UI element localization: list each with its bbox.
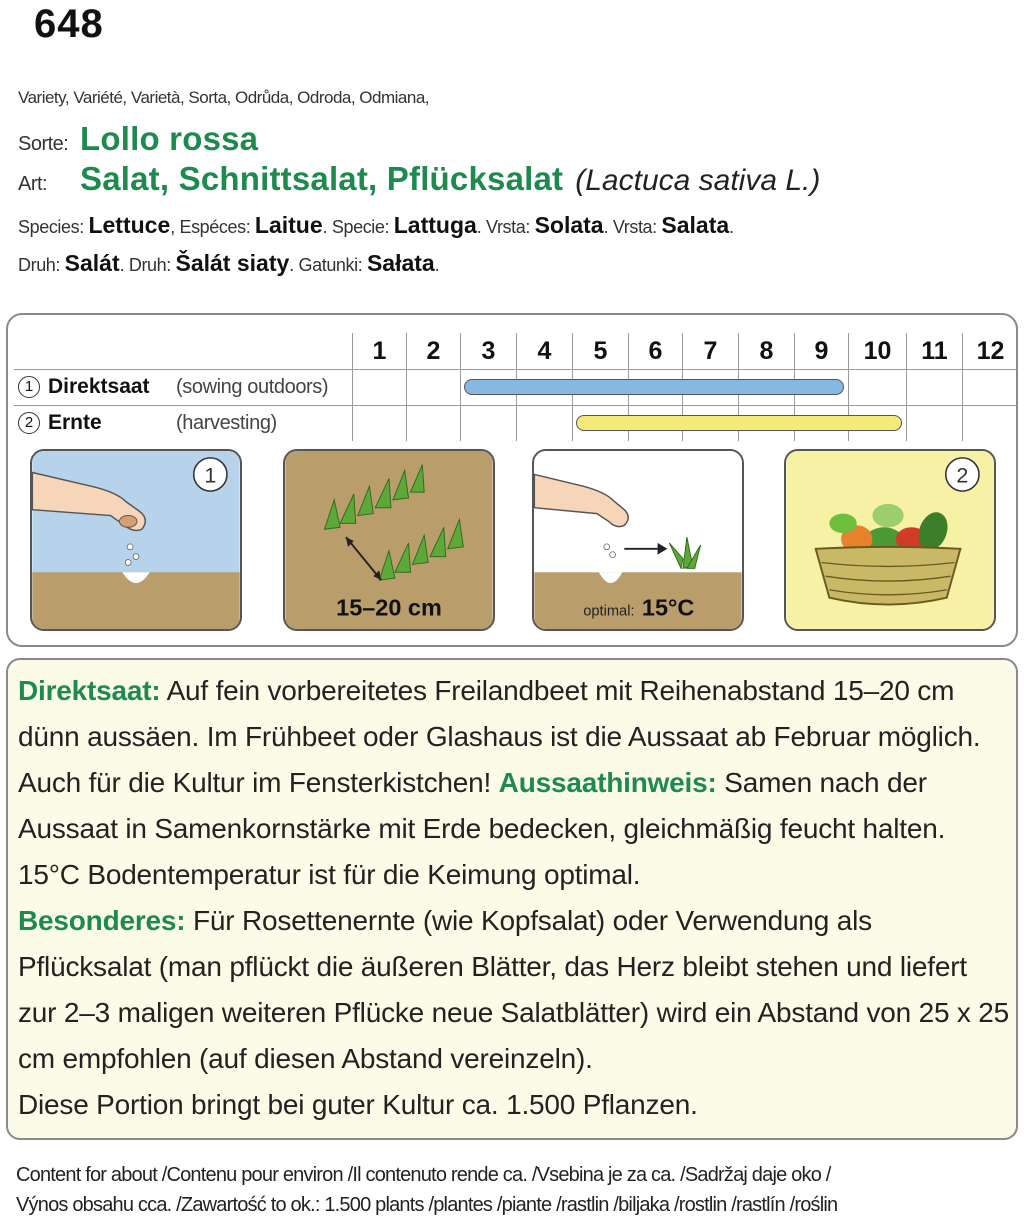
direktsaat-text: Auf fein vorbereitetes Freilandbeet mit Reihenabstand 15–20 cm dünn aussäen. Im Frühbeet oder Glashaus ist die Aussaat ab Februar möglich. Auch für die Kultur im Fensterkistchen! xyxy=(18,675,981,798)
sowing-calendar-panel xyxy=(6,313,1018,647)
month-cell-12: 12 xyxy=(962,333,1018,369)
latin-name: (Lactuca sativa L.) xyxy=(575,164,821,197)
portion-text: Diese Portion bringt bei guter Kultur ca. 1.500 Pflanzen. xyxy=(18,1089,698,1120)
species-value-sk: Šalát siaty xyxy=(175,250,290,276)
month-cell-11: 11 xyxy=(906,333,962,369)
calendar-grid xyxy=(14,325,1014,445)
month-cell-7: 7 xyxy=(682,333,738,369)
harvest-period-bar xyxy=(576,415,902,431)
besonderes-heading: Besonderes: xyxy=(18,905,186,936)
species-value-sl: Solata xyxy=(534,212,604,238)
species-label-it: Specie: xyxy=(331,217,390,237)
svg-text:1: 1 xyxy=(204,463,217,488)
grid-row-line xyxy=(14,369,1018,370)
month-cell-1: 1 xyxy=(352,333,406,369)
month-cell-4: 4 xyxy=(516,333,572,369)
seedling-rows-icon xyxy=(285,451,493,629)
germination-pictogram xyxy=(532,449,744,631)
sowing-hand-icon xyxy=(32,451,240,629)
variety-name: Lollo rossa xyxy=(80,120,259,157)
footer-line-2: Výnos obsahu cca. /Zawartość to ok.: 1.500 plants /plantes /piante /rastlin /biljaka /rostlin /rastlín /roślin xyxy=(16,1194,838,1216)
aussaathinweis-text: Samen nach der Aussaat in Samenkornstärke mit Erde bedecken, gleichmäßig feucht halten. 15°C Bodentemperatur ist für die Keimung optimal. xyxy=(18,767,946,890)
month-cell-6: 6 xyxy=(628,333,682,369)
month-cell-8: 8 xyxy=(738,333,794,369)
harvest-activity-name: Ernte xyxy=(48,411,102,434)
besonderes-text: Für Rosettenernte (wie Kopfsalat) oder Verwendung als Pflücksalat (man pflückt die äußeren Blätter, das Herz bleibt stehen und liefert zur 2–3 maligen weiteren Pflücke neue Salatblätter) wird ein Abstand von 25 x 25 cm empfohlen (auf diesen Abstand vereinzeln). xyxy=(18,905,1010,1074)
instructions-text xyxy=(18,668,1012,1128)
activity-row-harvest xyxy=(18,405,277,441)
harvest-pictogram xyxy=(784,449,996,631)
species-label-pl: Gatunki: xyxy=(298,255,363,275)
footer-line-1: Content for about /Contenu pour environ /Il contenuto rende ca. /Vsebina je za ca. /Sadržaj daje oko / xyxy=(16,1164,831,1186)
sowing-period-bar xyxy=(464,379,844,395)
species-translations-line-1: Species: Lettuce, Espéces: Laitue. Specie: Lattuga. Vrsta: Solata. Vrsta: Salata. xyxy=(18,212,734,238)
sowing-activity-name: Direktsaat xyxy=(48,375,150,398)
species-label-fr: Espéces: xyxy=(179,217,251,237)
month-cell-9: 9 xyxy=(794,333,848,369)
species-value-cs: Salát xyxy=(64,250,120,276)
month-cell-3: 3 xyxy=(460,333,516,369)
direktsaat-heading: Direktsaat: xyxy=(18,675,161,706)
variety-label-line: Variety, Variété, Varietà, Sorta, Odrůda, Odroda, Odmiana, xyxy=(18,88,430,107)
vegetable-basket-icon xyxy=(786,451,994,629)
species-label-sk: Druh: xyxy=(128,255,171,275)
sowing-activity-english: (sowing outdoors) xyxy=(176,375,329,398)
variety-row xyxy=(18,120,258,158)
growing-instructions-panel xyxy=(6,658,1018,1140)
species-value-en: Lettuce xyxy=(88,212,171,238)
species-label-hr: Vrsta: xyxy=(612,217,657,237)
species-translations-line-2: Druh: Salát. Druh: Šalát siaty. Gatunki: Sałata. xyxy=(18,250,440,276)
harvest-activity-english: (harvesting) xyxy=(176,411,277,434)
svg-text:optimal:: optimal: xyxy=(583,603,635,620)
content-quantity-footer xyxy=(16,1160,837,1220)
species-name: Salat, Schnittsalat, Pflücksalat xyxy=(80,160,564,197)
germination-icon xyxy=(534,451,742,629)
species-row xyxy=(18,160,820,198)
grid-row-line xyxy=(14,405,1018,406)
month-cell-10: 10 xyxy=(848,333,906,369)
activity-row-sowing xyxy=(18,369,328,405)
species-label-en: Species: xyxy=(18,217,84,237)
svg-text:2: 2 xyxy=(956,463,969,488)
sowing-marker: 1 xyxy=(18,376,40,398)
species-label-cs: Druh: xyxy=(18,255,61,275)
svg-text:15–20 cm: 15–20 cm xyxy=(336,594,442,621)
sorte-label: Sorte: xyxy=(18,133,69,155)
species-label-sl: Vrsta: xyxy=(486,217,530,237)
svg-text:15°C: 15°C xyxy=(641,594,695,621)
species-value-it: Lattuga xyxy=(393,212,477,238)
sowing-pictogram xyxy=(30,449,242,631)
species-value-hr: Salata xyxy=(661,212,730,238)
aussaathinweis-heading: Aussaathinweis: xyxy=(498,767,717,798)
art-label: Art: xyxy=(18,173,48,195)
month-cell-2: 2 xyxy=(406,333,460,369)
product-number: 648 xyxy=(34,2,104,46)
month-cell-5: 5 xyxy=(572,333,628,369)
species-value-fr: Laitue xyxy=(254,212,323,238)
species-value-pl: Sałata xyxy=(366,250,435,276)
spacing-pictogram xyxy=(283,449,495,631)
harvest-marker: 2 xyxy=(18,412,40,434)
